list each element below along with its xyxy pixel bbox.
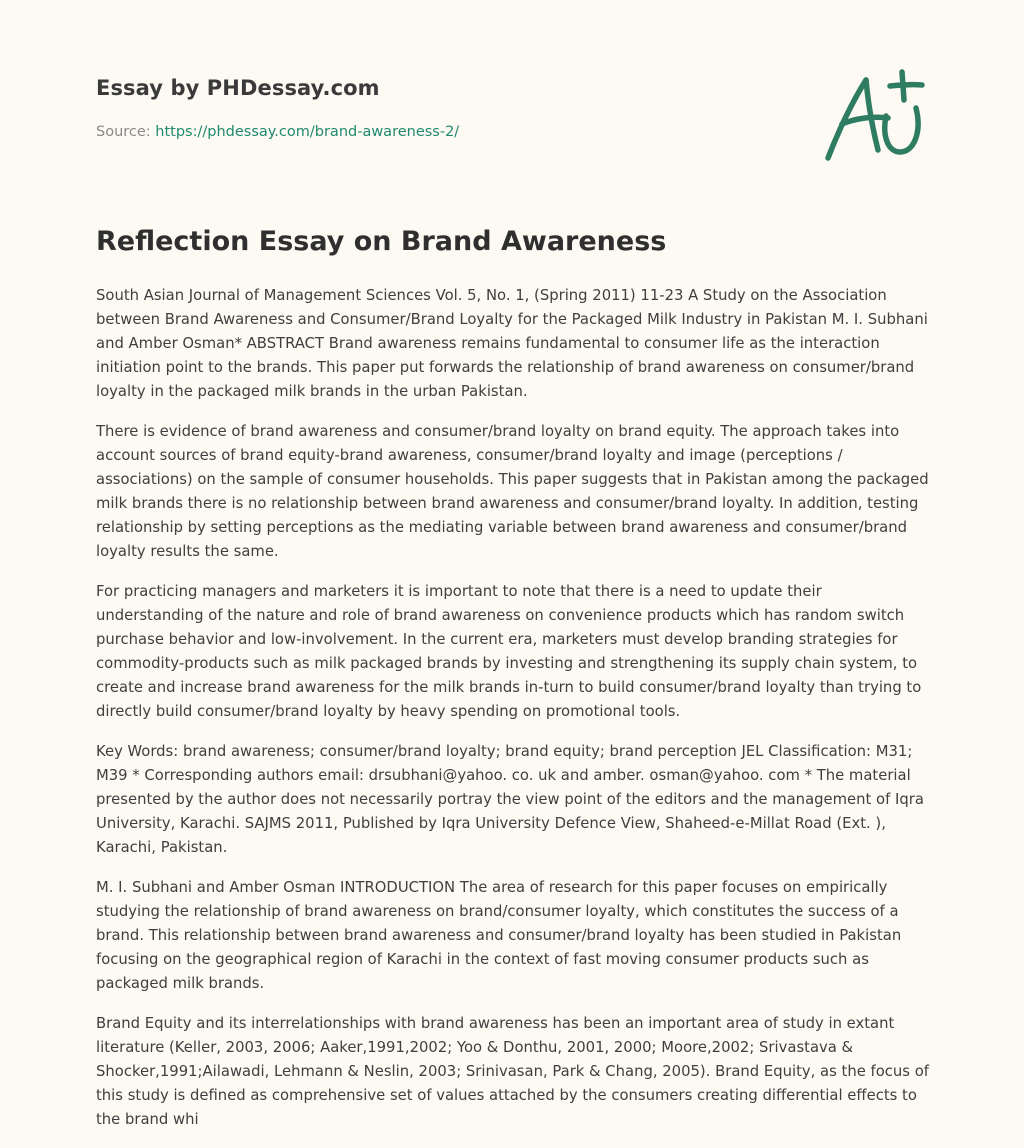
- source-label: Source:: [96, 124, 151, 140]
- site-title: Essay by PHDessay.com: [96, 76, 380, 100]
- essay-paragraph: Key Words: brand awareness; consumer/brand loyalty; brand equity; brand perception JEL Classification: M31; M39 * Corresponding authors email: drsubhani@yahoo. co. uk and amber. osman@yahoo. com * The material presented by the author does not necessarily portray the view point of the editors and the management of Iqra University, Karachi. SAJMS 2011, Published by Iqra University Defence View, Shaheed-e-Millat Road (Ext. ), Karachi, Pakistan.: [96, 743, 924, 856]
- essay-paragraph: M. I. Subhani and Amber Osman INTRODUCTION The area of research for this paper focuses on empirically studying the relationship of brand awareness on brand/consumer loyalty, which constitutes the success of a brand. This relationship between brand awareness and consumer/brand loyalty has been studied in Pakistan focusing on the geographical region of Karachi in the context of fast moving consumer products such as packaged milk brands.: [96, 879, 902, 992]
- essay-body: [96, 284, 932, 1148]
- source-link[interactable]: https://phdessay.com/brand-awareness-2/: [155, 124, 460, 140]
- essay-paragraph: There is evidence of brand awareness and consumer/brand loyalty on brand equity. The approach takes into account sources of brand equity-brand awareness, consumer/brand loyalty and image (perceptions / associations) on the sample of consumer households. This paper suggests that in Pakistan among the packaged milk brands there is no relationship between brand awareness and consumer/brand loyalty. In addition, testing relationship by setting perceptions as the mediating variable between brand awareness and consumer/brand loyalty results the same.: [96, 423, 929, 560]
- a-plus-logo-icon: [822, 66, 928, 166]
- source-line: [96, 124, 459, 140]
- essay-paragraph: For practicing managers and marketers it is important to note that there is a need to update their understanding of the nature and role of brand awareness on convenience products which has random switch purchase behavior and low-involvement. In the current era, marketers must develop branding strategies for commodity-products such as milk packaged brands by investing and strengthening its supply chain system, to create and increase brand awareness for the milk brands in-turn to build consumer/brand loyalty than trying to directly build consumer/brand loyalty by heavy spending on promotional tools.: [96, 583, 922, 720]
- essay-title: Reflection Essay on Brand Awareness: [96, 226, 667, 257]
- essay-paragraph: South Asian Journal of Management Sciences Vol. 5, No. 1, (Spring 2011) 11-23 A Study on the Association between Brand Awareness and Consumer/Brand Loyalty for the Packaged Milk Industry in Pakistan M. I. Subhani and Amber Osman* ABSTRACT Brand awareness remains fundamental to consumer life as the interaction initiation point to the brands. This paper put forwards the relationship of brand awareness on consumer/brand loyalty in the packaged milk brands in the urban Pakistan.: [96, 287, 928, 400]
- essay-paragraph: Brand Equity and its interrelationships with brand awareness has been an important area of study in extant literature (Keller, 2003, 2006; Aaker,1991,2002; Yoo & Donthu, 2001, 2000; Moore,2002; Srivastava & Shocker,1991;Ailawadi, Lehmann & Neslin, 2003; Srinivasan, Park & Chang, 2005). Brand Equity, as the focus of this study is defined as comprehensive set of values attached by the consumers creating differential effects to the brand whi: [96, 1015, 929, 1128]
